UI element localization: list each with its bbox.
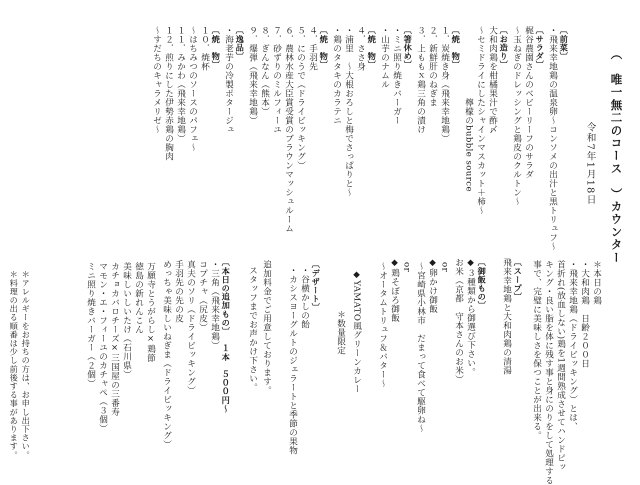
course-line: １２．煎りにした伊勢赤鶏の胸肉 bbox=[163, 26, 174, 161]
chicken-info-line: ・大和肉鶏 日齢２００日 bbox=[579, 260, 590, 368]
rice-line: or bbox=[439, 262, 450, 273]
course-line: ７．砂ずりのミルフィーユ bbox=[271, 26, 282, 134]
course-line: 〔前菜〕 bbox=[559, 26, 570, 61]
course-line: ４．ささ身 bbox=[355, 26, 366, 71]
soup-line: 飛来幸地鶏と大和肉鶏の清湯 bbox=[501, 258, 512, 375]
course-line: ２．新鮮肝のねぎま bbox=[427, 26, 438, 107]
extras-item: 美味しいしいたけ（石川県） bbox=[121, 262, 132, 379]
course-line: ・浦里 〜大根おろしと梅でさっぱりと〜 bbox=[343, 26, 354, 197]
menu-title: （ 唯一無二のコース ）カウンター bbox=[609, 48, 624, 264]
course-line: １０．焼杯 bbox=[199, 26, 210, 71]
course-line: ４．手羽先 bbox=[307, 26, 318, 71]
extras-heading: 〔本日の追加もの〕 bbox=[221, 258, 232, 336]
course-line: ３．上ももｘ鶏三角の漬け bbox=[415, 26, 426, 134]
extras-item: マモン・エ・フィーユのカチャぺ（３個） bbox=[97, 262, 108, 433]
extras-price: １本 ５００円〜 bbox=[221, 344, 232, 413]
course-line: ・海老芋の冷製ポタージュ bbox=[223, 26, 234, 134]
extras-item: コプチャ（尻皮） bbox=[197, 260, 208, 332]
course-line: 檸檬のbubble source bbox=[463, 98, 474, 192]
course-line: 〔焼 物〕 bbox=[451, 26, 462, 69]
extras-intro-line: スタッフまでお声かけ下さい。 bbox=[247, 266, 258, 392]
course-line: ・飛来幸地鶏の温泉卵〜コンソメの出汁と黒トリュフ〜 bbox=[547, 26, 558, 251]
extras-item: めっちゃ美味しいねぎま（ドライビッキング） bbox=[161, 260, 172, 449]
menu-date: 令和7年1月18日 bbox=[584, 122, 596, 206]
course-line: 大和肉鶏を柑橘果汁で酢〆 bbox=[487, 26, 498, 134]
extras-item: カチョカバロチーズ×三国屋の三番寿 bbox=[109, 262, 120, 417]
rice-line: or bbox=[401, 262, 412, 273]
rice-heading: 〔御飯もの〕 bbox=[477, 258, 488, 310]
course-line: 〔焼 物〕 bbox=[319, 26, 330, 69]
rice-line: ◆卵かけ御飯 bbox=[427, 258, 438, 314]
note-line: ＊料理の出る順番は少し前後する事があります。 bbox=[9, 270, 20, 460]
course-line: 〜すだちのキャラメリゼ〜 bbox=[151, 26, 162, 134]
dessert-heading: 〔デザート〕 bbox=[311, 260, 322, 312]
chicken-info-line: ＊本日の鶏 bbox=[591, 260, 602, 305]
chicken-info-line: キング・良い脂を体に残す事と身にのりをして処理する bbox=[543, 260, 554, 485]
extras-item: ・三角（飛来幸地鶏） bbox=[209, 260, 220, 350]
rice-line: 〜宮崎県小林市 だまって食べて駆卵ね〜 bbox=[415, 262, 426, 433]
course-line: 〔焼 物〕 bbox=[211, 26, 222, 69]
course-line: ・ミニ照り焼きバーガー bbox=[391, 26, 402, 125]
course-line: 〜玉ねぎのドレッシングと鶏皮のクルトン〜 bbox=[511, 26, 522, 206]
course-line: ９．爆弾（飛来幸地鶏） bbox=[247, 26, 258, 125]
course-line: 〔サラダ〕 bbox=[535, 26, 546, 69]
course-line: ・鶏のタタキのカラテニ bbox=[331, 26, 342, 125]
rice-line: ◆鶏そぼろ御飯 bbox=[389, 258, 400, 323]
course-line: 〔お造り〕 bbox=[499, 26, 510, 69]
chicken-info-line: ・飛来幸地鶏（ドライビッキング）とは、 bbox=[567, 260, 578, 431]
course-line: 〔焼 物〕 bbox=[367, 26, 378, 69]
soup-heading: 〔スープ〕 bbox=[513, 258, 524, 301]
course-line: 〔箸休め〕 bbox=[403, 26, 414, 69]
extras-item: 万願寺とうがらし×鶏節 bbox=[145, 262, 156, 363]
course-line: 〜セミドライにしたシャインマスカット＋柿〜 bbox=[475, 26, 486, 215]
dessert-line: ・谷横かしの飴 bbox=[299, 266, 310, 329]
rice-line: お米（京都 守本さんのお米） bbox=[453, 258, 464, 384]
extras-intro-line: 追加料金でご用意しております。 bbox=[261, 260, 272, 395]
course-line: ５．にのうで（ドライビッキング） bbox=[295, 26, 306, 170]
curry-line: ＊数量限定 bbox=[335, 310, 346, 355]
dessert-line: ・カシスヨーグルトのジェラートと季節の果物 bbox=[287, 266, 298, 455]
curry-line: ◆YAMATO風グリーンカレー bbox=[351, 270, 362, 394]
course-line: ・山芋のナムル bbox=[379, 26, 390, 89]
course-line: 梶谷農園さんのベビーリーフのサラダ bbox=[523, 26, 534, 179]
extras-item: ミニ照り焼きバーガー（２個） bbox=[85, 262, 96, 388]
course-line: ６．農林水産大臣賞受賞のブラウンマッシュルーム bbox=[283, 26, 294, 233]
note-line: ＊アレルギーをお持ちの方は、お申し出下さい。 bbox=[21, 270, 32, 460]
course-line: 〔逸品〕 bbox=[235, 26, 246, 61]
rice-line: 〜オータムトリュフ＆バター〜 bbox=[377, 262, 388, 388]
chicken-info-line: 事で、完璧に美味しさを保つことが出来る。 bbox=[531, 260, 542, 440]
extras-item: 徳島の新れんこん bbox=[133, 262, 144, 334]
extras-item: 真夫のソリ（ドライビッキング） bbox=[185, 260, 196, 395]
extras-item: 手羽先の先の皮 bbox=[173, 260, 184, 323]
course-line: １１．みかわ（飛来幸地鶏） bbox=[175, 26, 186, 143]
course-line: １．炭焼き身（飛来幸地鶏） bbox=[439, 26, 450, 143]
course-line: 〜はちみつのソースのパフェ〜 bbox=[187, 26, 198, 152]
course-line: ８．ぎんなん（熊本） bbox=[259, 26, 270, 116]
chicken-info-line: 首折れ(放血しない)鶏を1週間熟成させてハンドピッ bbox=[555, 260, 566, 472]
rice-line: ◆３種類から御選び下さい。 bbox=[465, 258, 476, 377]
